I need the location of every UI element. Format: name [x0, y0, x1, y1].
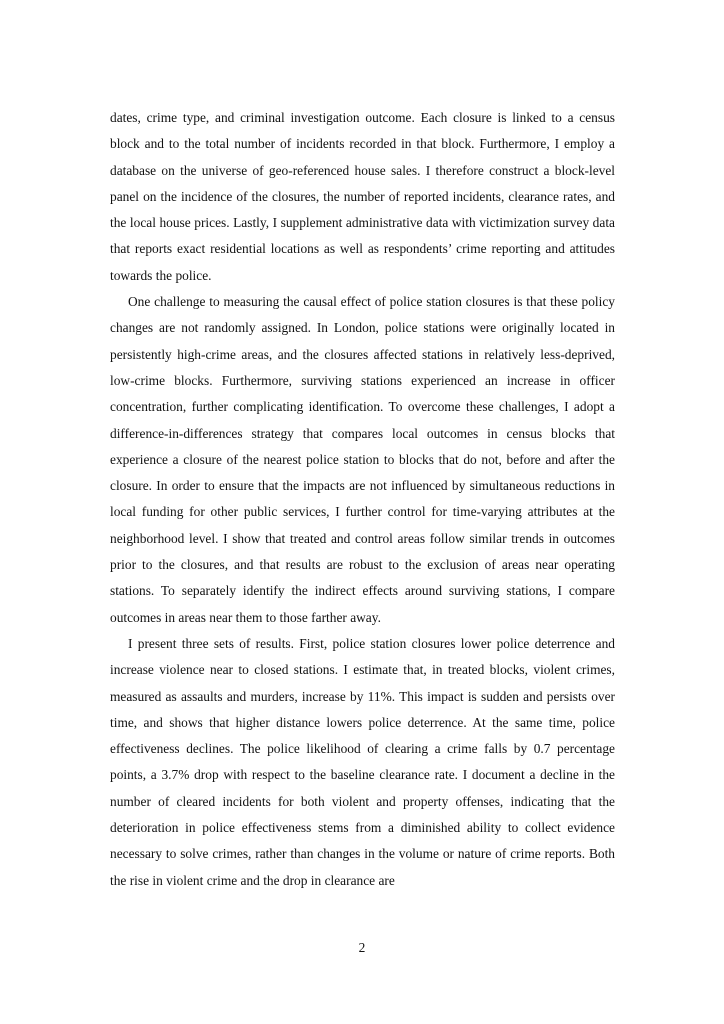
paragraph-identification-strategy: One challenge to measuring the causal effect of police station closures is that these policy changes are not randomly assigned. In London, police stations were originally located in persistently high-crime areas, and the closures affected stations in relatively less-deprived, low-crime blocks. Furthermore, surviving stations experienced an increase in officer concentration, further complicating identification. To overcome these challenges, I adopt a difference-in-differences strategy that compares local outcomes in census blocks that experience a closure of the nearest police station to blocks that do not, before and after the closure. In order to ensure that the impacts are not influenced by simultaneous reductions in local funding for other public services, I further control for time-varying attributes at the neighborhood level. I show that treated and control areas follow similar trends in outcomes prior to the closures, and that results are robust to the exclusion of areas near operating stations. To separately identify the indirect effects around surviving stations, I compare outcomes in areas near them to those farther away.	[110, 294, 615, 625]
paragraph-data-sources: dates, crime type, and criminal investigation outcome. Each closure is linked to a census block and to the total number of incidents recorded in that block. Furthermore, I employ a database on the universe of geo-referenced house sales. I therefore construct a block-level panel on the incidence of the closures, the number of reported incidents, clearance rates, and the local house prices. Lastly, I supplement administrative data with victimization survey data that reports exact residential locations as well as respondents’ crime reporting and attitudes towards the police.	[110, 110, 615, 283]
page-body	[110, 105, 615, 894]
paragraph-results: I present three sets of results. First, police station closures lower police deterrence and increase violence near to closed stations. I estimate that, in treated blocks, violent crimes, measured as assaults and murders, increase by 11%. This impact is sudden and persists over time, and shows that higher distance lowers police deterrence. At the same time, police effectiveness declines. The police likelihood of clearing a crime falls by 0.7 percentage points, a 3.7% drop with respect to the baseline clearance rate. I document a decline in the number of cleared incidents for both violent and property offenses, indicating that the deterioration in police effectiveness stems from a diminished ability to collect evidence necessary to solve crimes, rather than changes in the volume or nature of crime reports. Both the rise in violent crime and the drop in clearance are	[110, 635, 615, 888]
page-number: 2	[358, 940, 366, 955]
